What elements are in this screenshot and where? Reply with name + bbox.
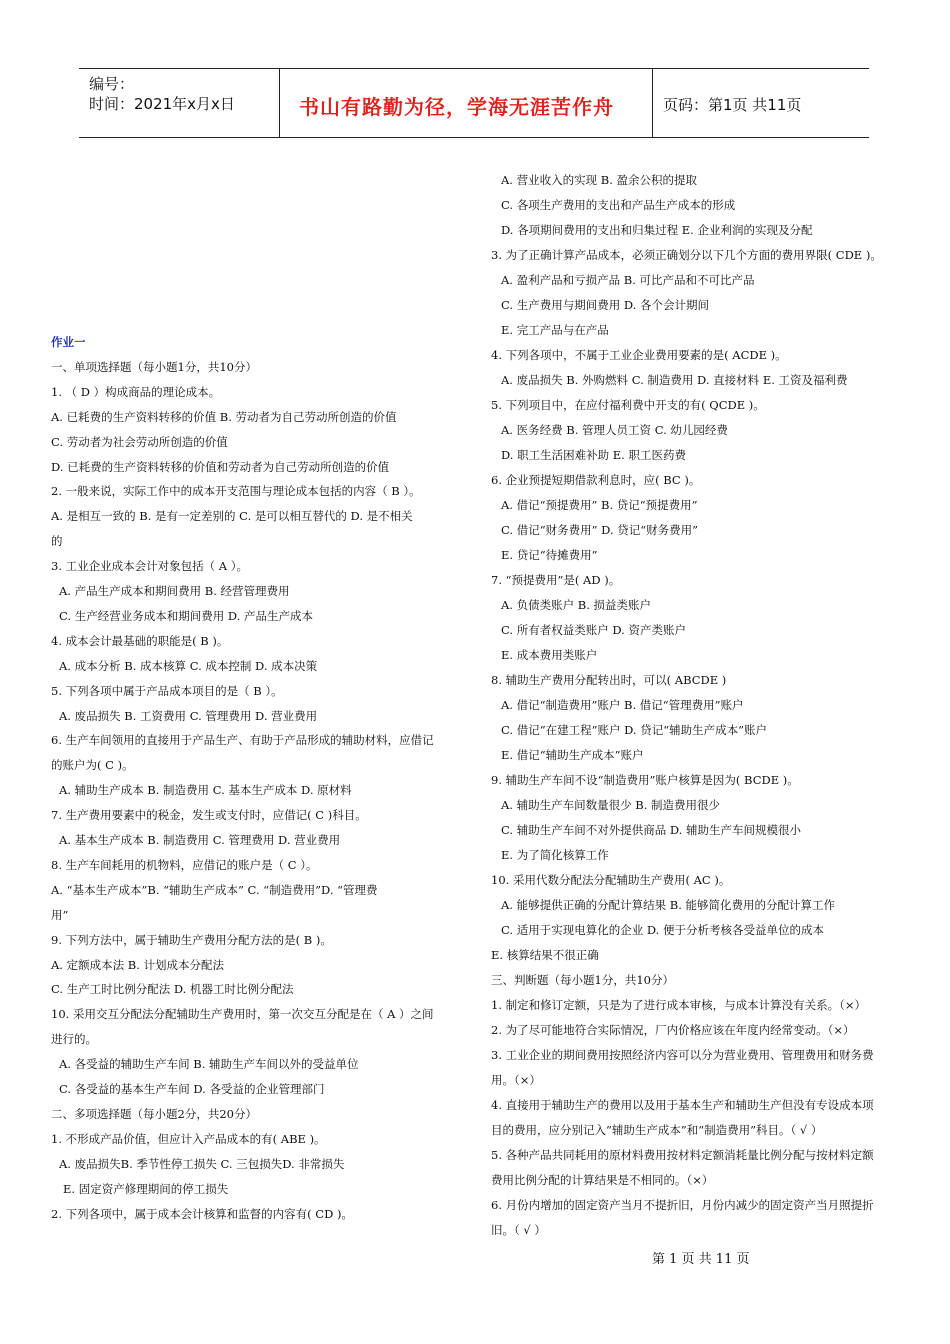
- text-line: E. 核算结果不很正确: [491, 948, 599, 962]
- text-line: A. 各受益的辅助生产车间 B. 辅助生产车间以外的受益单位: [59, 1057, 359, 1072]
- text-line: A. 借记“制造费用”账户 B. 借记“管理费用”账户: [501, 698, 744, 712]
- text-line: 4. 成本会计最基础的职能是( B )。: [51, 633, 229, 648]
- text-line: C. 借记“在建工程”账户 D. 贷记“辅助生产成本”账户: [501, 723, 767, 737]
- document-number-label: 编号：: [89, 75, 135, 93]
- text-line: A. 废品损失B. 季节性停工损失 C. 三包损失D. 非常损失: [59, 1156, 345, 1171]
- right-column: [491, 0, 901, 1344]
- text-line: A. 基本生产成本 B. 制造费用 C. 管理费用 D. 营业费用: [59, 833, 341, 847]
- text-line: 1. 制定和修订定额，只是为了进行成本审核，与成本计算没有关系。（×）: [491, 998, 867, 1012]
- text-line: A. 医务经费 B. 管理人员工资 C. 幼儿园经费: [501, 423, 728, 437]
- text-line: A. 辅助生产车间数量很少 B. 制造费用很少: [501, 798, 721, 812]
- text-line: A. 盈利产品和亏损产品 B. 可比产品和不可比产品: [501, 273, 755, 287]
- text-line: 的账户为( C )。: [51, 758, 134, 773]
- text-line: 3. 工业企业的期间费用按照经济内容可以分为营业费用、管理费用和财务费: [491, 1048, 874, 1062]
- text-line: 的: [51, 534, 63, 549]
- text-line: A. “基本生产成本”B. “辅助生产成本” C. “制造费用”D. “管理费: [51, 882, 378, 897]
- text-line: A. 已耗费的生产资料转移的价值 B. 劳动者为自己劳动所创造的价值: [51, 409, 397, 424]
- text-line: 9. 辅助生产车间不设“制造费用”账户核算是因为( BCDE )。: [491, 773, 799, 787]
- text-line: 进行的。: [51, 1032, 97, 1047]
- text-line: C. 适用于实现电算化的企业 D. 便于分析考核各受益单位的成本: [501, 923, 824, 937]
- page-footer: 第 1 页 共 11 页: [652, 1252, 750, 1267]
- header-motto: 书山有路勤为径，学海无涯苦作舟: [299, 95, 614, 119]
- text-line: 4. 下列各项中，不属于工业企业费用要素的是( ACDE )。: [491, 348, 787, 362]
- text-line: 3. 工业企业成本会计对象包括（ A ）。: [51, 559, 248, 574]
- text-line: 10. 采用代数分配法分配辅助生产费用( AC )。: [491, 873, 731, 887]
- text-line: C. 劳动者为社会劳动所创造的价值: [51, 434, 228, 449]
- text-line: 7. “预提费用”是( AD )。: [491, 573, 621, 587]
- text-line: E. 借记“辅助生产成本”账户: [501, 748, 644, 762]
- text-line: A. 是相互一致的 B. 是有一定差别的 C. 是可以相互替代的 D. 是不相关: [51, 509, 413, 524]
- text-line: 6. 生产车间领用的直接用于产品生产、有助于产品形成的辅助材料，应借记: [51, 733, 434, 748]
- text-line: E. 固定资产修理期间的停工损失: [63, 1181, 229, 1196]
- section-title: 作业一: [51, 335, 86, 349]
- text-line: 1. （ D ）构成商品的理论成本。: [51, 384, 221, 399]
- text-line: 6. 月份内增加的固定资产当月不提折旧，月份内减少的固定资产当月照提折: [491, 1198, 874, 1212]
- text-line: D. 各项期间费用的支出和归集过程 E. 企业利润的实现及分配: [501, 223, 813, 237]
- text-line: C. 借记“财务费用” D. 贷记“财务费用”: [501, 523, 698, 537]
- text-line: 二、多项选择题（每小题2分，共20分）: [51, 1106, 257, 1121]
- text-line: 3. 为了正确计算产品成本，必须正确划分以下几个方面的费用界限( CDE )。: [491, 248, 882, 262]
- text-line: 一、单项选择题（每小题1分，共10分）: [51, 359, 257, 374]
- text-line: 用。（×）: [491, 1073, 541, 1087]
- text-line: A. 能够提供正确的分配计算结果 B. 能够简化费用的分配计算工作: [501, 898, 836, 912]
- text-line: D. 职工生活困难补助 E. 职工医药费: [501, 448, 686, 462]
- text-line: A. 借记“预提费用” B. 贷记“预提费用”: [501, 498, 698, 512]
- text-line: A. 产品生产成本和期间费用 B. 经营管理费用: [59, 584, 290, 598]
- text-line: C. 所有者权益类账户 D. 资产类账户: [501, 623, 686, 637]
- text-line: E. 完工产品与在产品: [501, 323, 609, 337]
- text-line: 7. 生产费用要素中的税金，发生或支付时，应借记( C )科目。: [51, 808, 367, 823]
- text-line: 2. 下列各项中，属于成本会计核算和监督的内容有( CD )。: [51, 1206, 353, 1221]
- text-line: 4. 直接用于辅助生产的费用以及用于基本生产和辅助生产但没有专设成本项: [491, 1098, 874, 1112]
- text-line: 旧。（ √ ）: [491, 1223, 546, 1237]
- text-line: C. 辅助生产车间不对外提供商品 D. 辅助生产车间规模很小: [501, 823, 801, 837]
- text-line: A. 定额成本法 B. 计划成本分配法: [51, 957, 225, 972]
- text-line: 10. 采用交互分配法分配辅助生产费用时，第一次交互分配是在（ A ）之间: [51, 1007, 434, 1022]
- text-line: A. 废品损失 B. 工资费用 C. 管理费用 D. 营业费用: [59, 708, 318, 723]
- text-line: C. 生产费用与期间费用 D. 各个会计期间: [501, 298, 709, 312]
- text-line: A. 营业收入的实现 B. 盈余公积的提取: [501, 173, 698, 187]
- text-line: 5. 下列各项中属于产品成本项目的是（ B ）。: [51, 683, 283, 698]
- text-line: 9. 下列方法中，属于辅助生产费用分配方法的是( B )。: [51, 932, 332, 947]
- text-line: C. 各受益的基本生产车间 D. 各受益的企业管理部门: [59, 1082, 325, 1096]
- text-line: 目的费用，应分别记入“辅助生产成本”和“制造费用”科目。（ √ ）: [491, 1123, 823, 1137]
- text-line: 用”: [51, 907, 69, 922]
- text-line: A. 成本分析 B. 成本核算 C. 成本控制 D. 成本决策: [59, 658, 318, 673]
- text-line: 2. 一般来说，实际工作中的成本开支范围与理论成本包括的内容（ B ）。: [51, 484, 421, 499]
- header-page-number: 页码：第1页 共11页: [663, 96, 802, 114]
- text-line: 8. 辅助生产费用分配转出时，可以( ABCDE ): [491, 673, 727, 687]
- text-line: 5. 各种产品共同耗用的原材料费用按材料定额消耗量比例分配与按材料定额: [491, 1148, 874, 1162]
- text-line: 2. 为了尽可能地符合实际情况，厂内价格应该在年度内经常变动。（×）: [491, 1023, 855, 1037]
- text-line: E. 贷记“待摊费用”: [501, 548, 598, 562]
- text-line: 费用比例分配的计算结果是不相同的。（×）: [491, 1173, 714, 1187]
- document-date-label: 时间：2021年x月x日: [89, 95, 235, 113]
- text-line: 1. 不形成产品价值，但应计入产品成本的有( ABE )。: [51, 1131, 326, 1146]
- text-line: C. 生产工时比例分配法 D. 机器工时比例分配法: [51, 982, 294, 997]
- text-line: E. 为了简化核算工作: [501, 848, 609, 862]
- text-line: 8. 生产车间耗用的机物料，应借记的账户是（ C ）。: [51, 857, 318, 872]
- text-line: C. 各项生产费用的支出和产品生产成本的形成: [501, 198, 736, 212]
- text-line: A. 辅助生产成本 B. 制造费用 C. 基本生产成本 D. 原材料: [59, 783, 352, 798]
- text-line: 6. 企业预提短期借款利息时，应( BC )。: [491, 473, 701, 487]
- text-line: A. 负债类账户 B. 损益类账户: [501, 598, 652, 612]
- text-line: 三、判断题（每小题1分，共10分）: [491, 973, 674, 987]
- text-line: E. 成本费用类账户: [501, 648, 598, 662]
- text-line: A. 废品损失 B. 外购燃料 C. 制造费用 D. 直接材料 E. 工资及福利费: [501, 373, 848, 387]
- text-line: D. 已耗费的生产资料转移的价值和劳动者为自己劳动所创造的价值: [51, 459, 390, 474]
- text-line: C. 生产经营业务成本和期间费用 D. 产品生产成本: [59, 608, 313, 623]
- left-column: [51, 0, 461, 1344]
- text-line: 5. 下列项目中，在应付福利费中开支的有( QCDE )。: [491, 398, 765, 412]
